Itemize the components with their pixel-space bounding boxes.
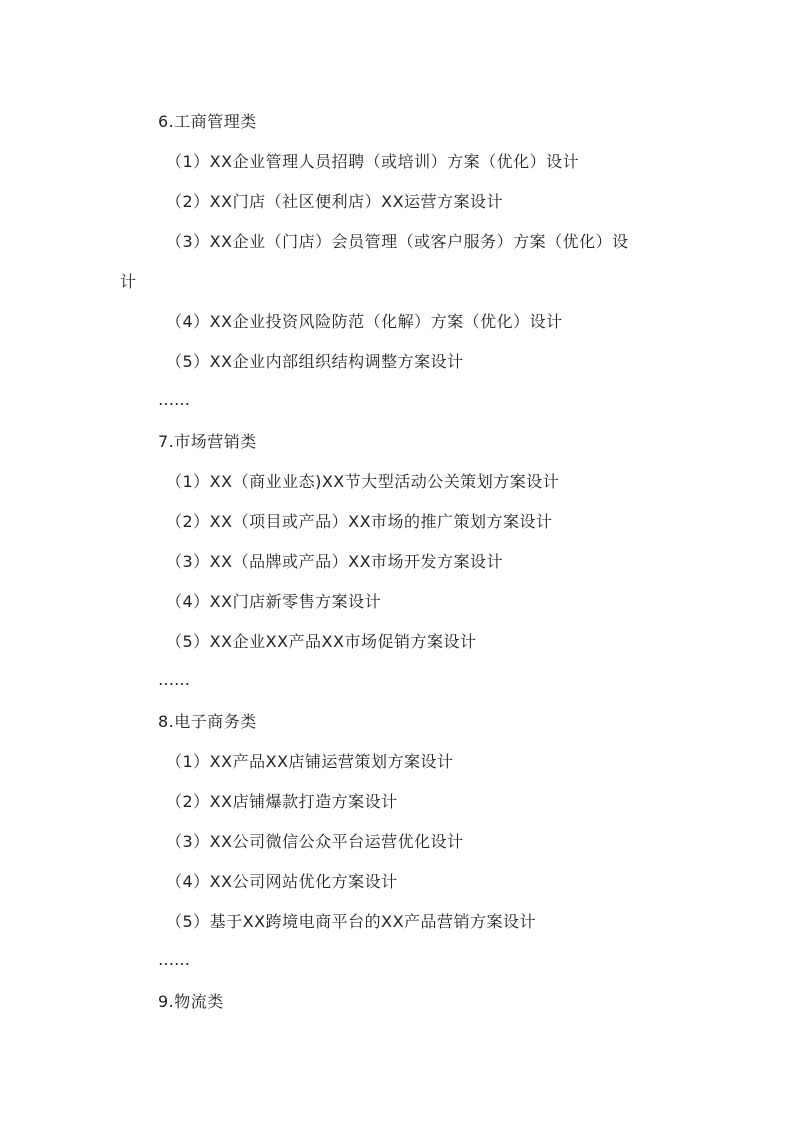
- list-item: （5）XX企业XX产品XX市场促销方案设计: [166, 632, 477, 651]
- list-item: （4）XX门店新零售方案设计: [166, 592, 382, 611]
- list-item-continuation: 计: [120, 272, 137, 291]
- list-item: （2）XX（项目或产品）XX市场的推广策划方案设计: [166, 512, 553, 531]
- list-item: （3）XX（品牌或产品）XX市场开发方案设计: [166, 552, 504, 571]
- list-item: （1）XX企业管理人员招聘（或培训）方案（优化）设计: [166, 152, 580, 171]
- list-item: （3）XX公司微信公众平台运营优化设计: [166, 832, 464, 851]
- list-item: （3）XX企业（门店）会员管理（或客户服务）方案（优化）设: [166, 232, 629, 251]
- list-item: （1）XX产品XX店铺运营策划方案设计: [166, 752, 454, 771]
- section-heading-6: 6.工商管理类: [158, 112, 257, 131]
- list-item: （5）基于XX跨境电商平台的XX产品营销方案设计: [166, 912, 537, 931]
- ellipsis: ……: [158, 390, 190, 409]
- section-heading-9: 9.物流类: [158, 992, 224, 1011]
- section-heading-8: 8.电子商务类: [158, 712, 257, 731]
- list-item: （2）XX店铺爆款打造方案设计: [166, 792, 398, 811]
- list-item: （1）XX（商业业态)XX节大型活动公关策划方案设计: [166, 472, 560, 491]
- section-heading-7: 7.市场营销类: [158, 432, 257, 451]
- ellipsis: ……: [158, 670, 190, 689]
- list-item: （5）XX企业内部组织结构调整方案设计: [166, 352, 464, 371]
- list-item: （4）XX公司网站优化方案设计: [166, 872, 398, 891]
- list-item: （4）XX企业投资风险防范（化解）方案（优化）设计: [166, 312, 563, 331]
- ellipsis: ……: [158, 950, 190, 969]
- list-item: （2）XX门店（社区便利店）XX运营方案设计: [166, 192, 504, 211]
